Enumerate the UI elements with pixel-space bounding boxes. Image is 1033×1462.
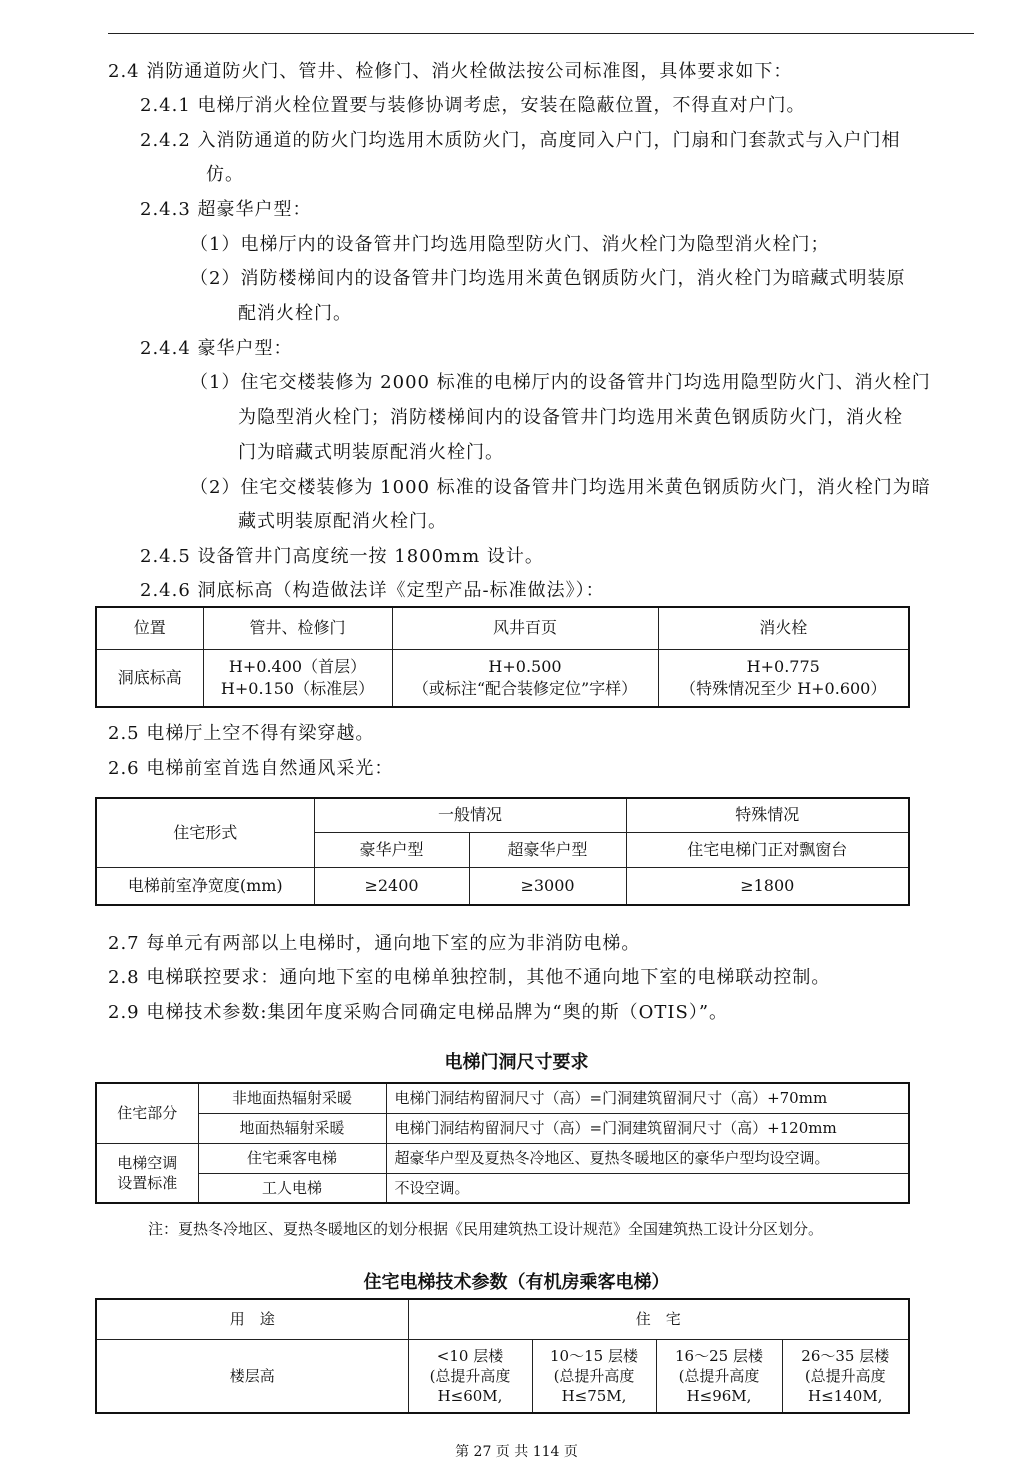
door-row1-label: 非地面热辐射采暖 [198,1083,386,1113]
params-cell-1 [408,1339,532,1413]
door-row3-value: 超豪华户型及夏热冬冷地区、夏热冬暖地区的豪华户型均设空调。 [386,1143,909,1173]
door-group-aircon-line1: 电梯空调 [117,1153,178,1172]
sill-vent-line1: H+0.500 [488,656,562,676]
sill-hydrant-cell [658,649,909,707]
params-cell-3-line3: H≤96M, [686,1386,752,1405]
params-cell-2 [532,1339,656,1413]
header-rule [108,33,974,34]
door-row2-value: 电梯门洞结构留洞尺寸（高）=门洞建筑留洞尺寸（高）+120mm [386,1113,909,1143]
sill-hydrant-line1: H+0.775 [746,656,820,676]
door-row1-value: 电梯门洞结构留洞尺寸（高）=门洞建筑留洞尺寸（高）+70mm [386,1083,909,1113]
lobby-general-header: 一般情况 [314,798,626,832]
sill-header-hydrant: 消火栓 [658,607,909,649]
sill-pipe-cell [203,649,392,707]
door-size-table [95,1082,910,1204]
sill-height-table [95,606,910,708]
sill-vent-line2: （或标注“配合装修定位”字样） [412,678,638,698]
params-cell-2-line1: 10～15 层楼 [550,1346,638,1365]
item-2-4-3-2-line2: 配消火栓门。 [238,303,352,324]
item-2-4-5: 2.4.5 设备管井门高度统一按 1800mm 设计。 [140,546,544,567]
item-2-4-4: 2.4.4 豪华户型： [140,338,293,359]
door-table-note: 注：夏热冬冷地区、夏热冬暖地区的划分根据《民用建筑热工设计规范》全国建筑热工设计分区划分。 [148,1220,824,1238]
section-2-9: 2.9 电梯技术参数:集团年度采购合同确定电梯品牌为“奥的斯（OTIS）”。 [108,1002,729,1023]
item-2-4-6: 2.4.6 洞底标高（构造做法详《定型产品-标准做法》）： [140,580,605,601]
lobby-super-value: ≥3000 [469,867,626,905]
item-2-4-3-1: （1）电梯厅内的设备管井门均选用隐型防火门、消火栓门为隐型消火栓门； [190,234,830,255]
lobby-super-header: 超豪华户型 [469,832,626,867]
door-group-aircon-line2: 设置标准 [117,1173,178,1192]
door-table-title: 电梯门洞尺寸要求 [444,1052,589,1073]
lobby-width-table [95,797,910,906]
item-2-4-2-line2: 仿。 [206,164,244,185]
params-cell-2-line2: (总提升高度 [553,1366,635,1385]
door-group-aircon [96,1143,198,1203]
params-row-label: 楼层高 [96,1339,408,1413]
params-header-use: 用 途 [96,1299,408,1339]
params-cell-4 [782,1339,909,1413]
params-cell-3-line2: (总提升高度 [678,1366,760,1385]
sill-hydrant-line2: （特殊情况至少 H+0.600） [680,678,887,698]
item-2-4-2-line1: 2.4.2 入消防通道的防火门均选用木质防火门，高度同入户门，门扇和门套款式与入户门相 [140,130,901,151]
section-2-4-heading: 2.4 消防通道防火门、管井、检修门、消火栓做法按公司标准图，具体要求如下： [108,61,793,82]
sill-header-position: 位置 [96,607,203,649]
sill-row-label: 洞底标高 [96,649,203,707]
lobby-luxury-header: 豪华户型 [314,832,469,867]
item-2-4-4-1-line1: （1）住宅交楼装修为 2000 标准的电梯厅内的设备管井门均选用隐型防火门、消火栓门 [190,372,931,393]
item-2-4-4-2-line2: 藏式明装原配消火栓门。 [238,511,447,532]
sill-vent-cell [392,649,658,707]
params-cell-2-line3: H≤75M, [561,1386,627,1405]
door-row3-label: 住宅乘客电梯 [198,1143,386,1173]
lobby-row-label: 电梯前室净宽度(mm) [96,867,314,905]
item-2-4-1: 2.4.1 电梯厅消火栓位置要与装修协调考虑，安装在隐蔽位置，不得直对户门。 [140,95,806,116]
lobby-special-sub-header: 住宅电梯门正对飘窗台 [626,832,909,867]
section-2-7: 2.7 每单元有两部以上电梯时，通向地下室的应为非消防电梯。 [108,933,641,954]
item-2-4-4-2-line1: （2）住宅交楼装修为 1000 标准的设备管井门均选用米黄色钢质防火门，消火栓门为暗 [190,477,931,498]
lobby-special-value: ≥1800 [626,867,909,905]
door-row4-value: 不设空调。 [386,1173,909,1203]
page-footer: 第 27 页 共 114 页 [455,1444,578,1460]
section-2-6: 2.6 电梯前室首选自然通风采光： [108,758,394,779]
elevator-params-table [95,1298,910,1414]
params-cell-1-line2: (总提升高度 [429,1366,511,1385]
params-cell-4-line3: H≤140M, [808,1386,883,1405]
door-row2-label: 地面热辐射采暖 [198,1113,386,1143]
door-group-residential: 住宅部分 [96,1083,198,1143]
door-row4-label: 工人电梯 [198,1173,386,1203]
params-cell-3-line1: 16～25 层楼 [675,1346,763,1365]
item-2-4-3-2-line1: （2）消防楼梯间内的设备管井门均选用米黄色钢质防火门，消火栓门为暗藏式明装原 [190,268,906,289]
section-2-5: 2.5 电梯厅上空不得有梁穿越。 [108,723,375,744]
params-cell-4-line1: 26～35 层楼 [801,1346,890,1365]
lobby-form-header: 住宅形式 [96,798,314,867]
lobby-special-header: 特殊情况 [626,798,909,832]
sill-header-vent: 风井百页 [392,607,658,649]
item-2-4-3: 2.4.3 超豪华户型： [140,199,312,220]
params-cell-1-line3: H≤60M, [437,1386,503,1405]
section-2-8: 2.8 电梯联控要求：通向地下室的电梯单独控制，其他不通向地下室的电梯联动控制。 [108,967,831,988]
params-cell-3 [656,1339,782,1413]
sill-pipe-line1: H+0.400（首层） [228,656,367,676]
lobby-luxury-value: ≥2400 [314,867,469,905]
params-cell-4-line2: (总提升高度 [804,1366,886,1385]
sill-pipe-line2: H+0.150（标准层） [220,678,375,698]
item-2-4-4-1-line3: 门为暗藏式明装原配消火栓门。 [238,442,504,463]
params-header-residential: 住 宅 [408,1299,909,1339]
params-table-title: 住宅电梯技术参数（有机房乘客电梯） [363,1272,670,1293]
params-cell-1-line1: <10 层楼 [436,1346,504,1365]
item-2-4-4-1-line2: 为隐型消火栓门；消防楼梯间内的设备管井门均选用米黄色钢质防火门，消火栓 [238,407,903,428]
sill-header-pipe: 管井、检修门 [203,607,392,649]
